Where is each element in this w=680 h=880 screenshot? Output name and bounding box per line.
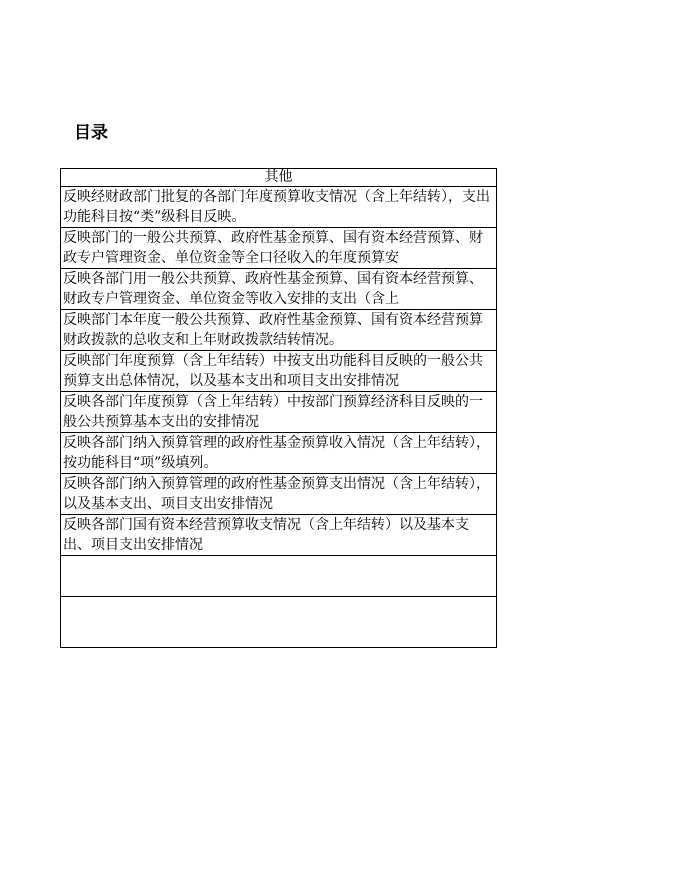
cell-text: 反映部门的一般公共预算、政府性基金预算、国有资本经营预算、财政专户管理资金、单位资金等全口径收入的年度预算安 [63, 230, 483, 266]
cell-text: 反映部门年度预算（含上年结转）中按支出功能科目反映的一般公共预算支出总体情况，以及基本支出和项目支出安排情况 [63, 353, 483, 389]
cell-text: 反映各部门用一般公共预算、政府性基金预算、国有资本经营预算、财政专户管理资金、单位资金等收入安排的支出（含上 [63, 271, 483, 307]
table-row [61, 310, 497, 351]
table-cell [61, 310, 497, 351]
table-cell [61, 269, 497, 310]
table-row [61, 515, 497, 556]
table-row [61, 228, 497, 269]
table-cell [61, 433, 497, 474]
cell-text [63, 597, 494, 647]
table-cell [61, 515, 497, 556]
cell-text: 反映各部门纳入预算管理的政府性基金预算收入情况（含上年结转），按功能科目“项”级填列。 [63, 435, 490, 471]
table-row [61, 392, 497, 433]
cell-text: 反映各部门纳入预算管理的政府性基金预算支出情况（含上年结转），以及基本支出、项目支出安排情况 [63, 476, 490, 512]
toc-table [60, 168, 497, 648]
cell-text: 反映经财政部门批复的各部门年度预算收支情况（含上年结转），支出功能科目按“类”级科目反映。 [63, 189, 490, 225]
cell-text: 反映各部门国有资本经营预算收支情况（含上年结转）以及基本支出、项目支出安排情况 [63, 517, 469, 553]
table-row [61, 433, 497, 474]
table-header-row [61, 169, 497, 187]
cell-text [63, 556, 494, 596]
table-cell [61, 474, 497, 515]
table-cell [61, 351, 497, 392]
cell-text: 反映部门本年度一般公共预算、政府性基金预算、国有资本经营预算财政拨款的总收支和上年财政拨款结转情况。 [63, 312, 483, 348]
table-row [61, 351, 497, 392]
table-row [61, 269, 497, 310]
column-header: 其他 [61, 169, 497, 187]
cell-text: 反映各部门年度预算（含上年结转）中按部门预算经济科目反映的一般公共预算基本支出的安排情况 [63, 394, 483, 430]
table-cell [61, 597, 497, 648]
table-cell [61, 556, 497, 597]
page-title: 目录 [74, 123, 108, 143]
table-row-empty [61, 556, 497, 597]
table-cell [61, 228, 497, 269]
table-cell [61, 392, 497, 433]
table-row [61, 187, 497, 228]
table-row [61, 474, 497, 515]
table-cell [61, 187, 497, 228]
table-row-empty [61, 597, 497, 648]
